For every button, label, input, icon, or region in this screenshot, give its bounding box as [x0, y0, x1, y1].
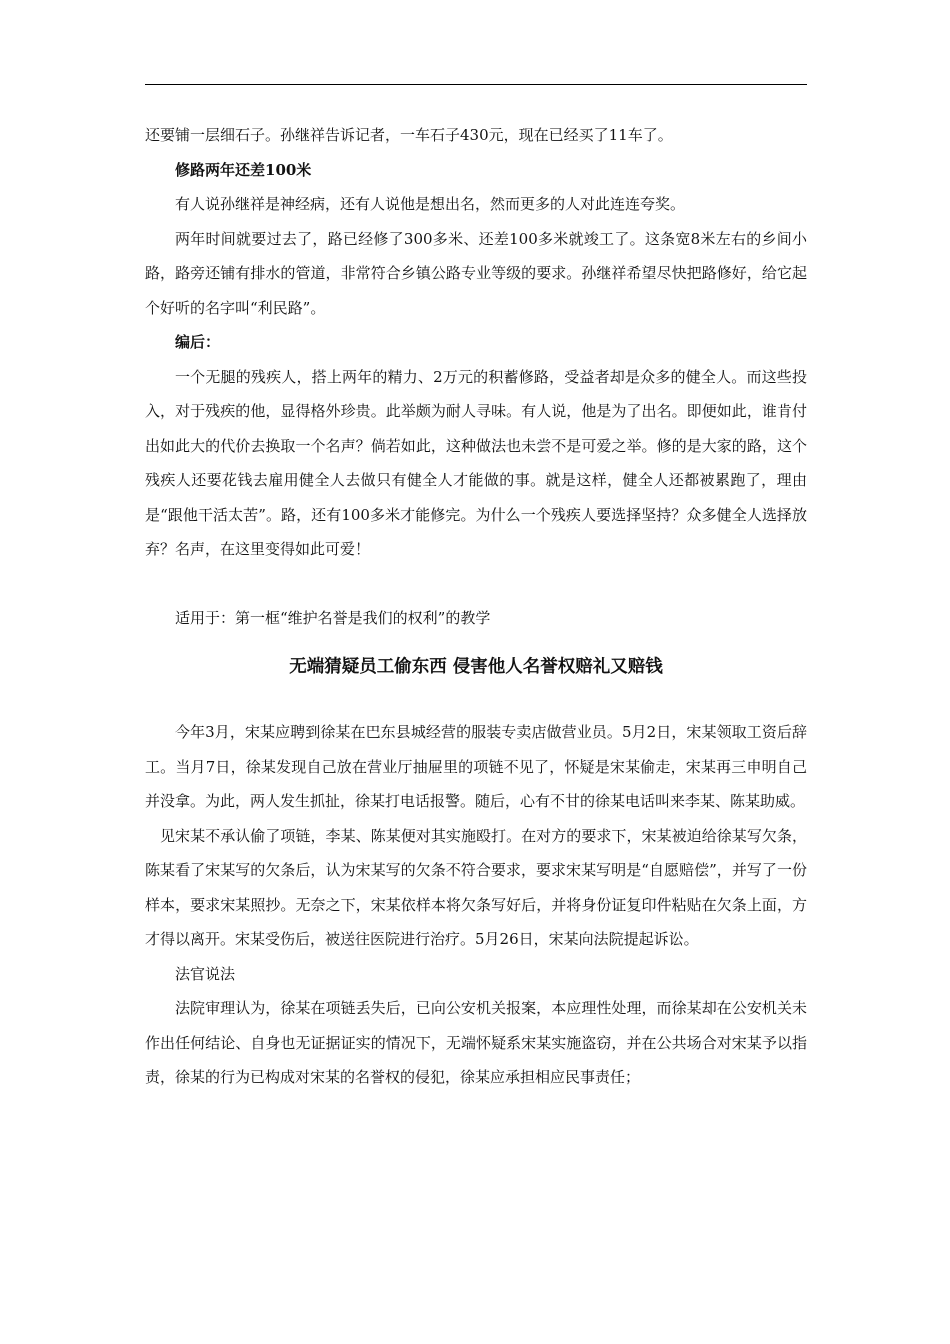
article-subheading-judge: 法官说法: [175, 964, 236, 983]
applies-to-note: 适用于：第一框“维护名誉是我们的权利”的教学: [175, 608, 491, 627]
subheading-road-progress: 修路两年还差100米: [175, 160, 312, 179]
paragraph-opinions: 有人说孙继祥是神经病，还有人说他是想出名，然而更多的人对此连连夸奖。: [175, 195, 686, 213]
article-paragraph-3: 法院审理认为，徐某在项链丢失后，已向公安机关报案，本应理性处理，而徐某却在公安机关未作出任何结论、自身也无证据证实的情况下，无端怀疑系宋某实施盗窃，并在公共场合对宋某予以指责，徐某的行为已构成对宋某的名誉权的侵犯，徐某应承担相应民事责任；: [145, 999, 807, 1086]
article-title: 无端猜疑员工偷东西 侵害他人名誉权赔礼又赔钱: [289, 657, 663, 677]
article-paragraph-1: 今年3月，宋某应聘到徐某在巴东县城经营的服装专卖店做营业员。5月2日，宋某领取工资后辞工。当月7日，徐某发现自己放在营业厅抽屉里的项链不见了，怀疑是宋某偷走，宋某再三申明自己并没拿。为此，两人发生抓扯，徐某打电话报警。随后，心有不甘的徐某电话叫来李某、陈某助威。: [145, 723, 807, 810]
paragraph-road-status: 两年时间就要过去了，路已经修了300多米、还差100多米就竣工了。这条宽8米左右的乡间小路，路旁还铺有排水的管道，非常符合乡镇公路专业等级的要求。孙继祥希望尽快把路修好，给它起个好听的名字叫“利民路”。: [145, 229, 807, 317]
blank-line: [145, 567, 807, 601]
paragraph-gravel: 还要铺一层细石子。孙继祥告诉记者，一车石子430元，现在已经买了11车了。: [145, 126, 673, 144]
document-body: [145, 118, 807, 1095]
subheading-editor-note: 编后：: [175, 333, 221, 351]
header-rule: [145, 84, 807, 85]
article-paragraph-2: 见宋某不承认偷了项链，李某、陈某便对其实施殴打。在对方的要求下，宋某被迫给徐某写欠条，陈某看了宋某写的欠条后，认为宋某写的欠条不符合要求，要求宋某写明是“自愿赔偿”，并写了一份样本，要求宋某照抄。无奈之下，宋某依样本将欠条写好后，并将身份证复印件粘贴在欠条上面，方才得以离开。宋某受伤后，被送往医院进行治疗。5月26日，宋某向法院提起诉讼。: [145, 826, 807, 948]
paragraph-editor-comment: 一个无腿的残疾人，搭上两年的精力、2万元的积蓄修路，受益者却是众多的健全人。而这些投入，对于残疾的他，显得格外珍贵。此举颇为耐人寻味。有人说，他是为了出名。即便如此，谁肯付出如此大的代价去换取一个名声？倘若如此，这种做法也未尝不是可爱之举。修的是大家的路，这个残疾人还要花钱去雇用健全人去做只有健全人才能做的事。就是这样，健全人还都被累跑了，理由是“跟他干活太苦”。路，还有100多米才能修完。为什么一个残疾人要选择坚持？众多健全人选择放弃？名声，在这里变得如此可爱！: [145, 367, 807, 558]
